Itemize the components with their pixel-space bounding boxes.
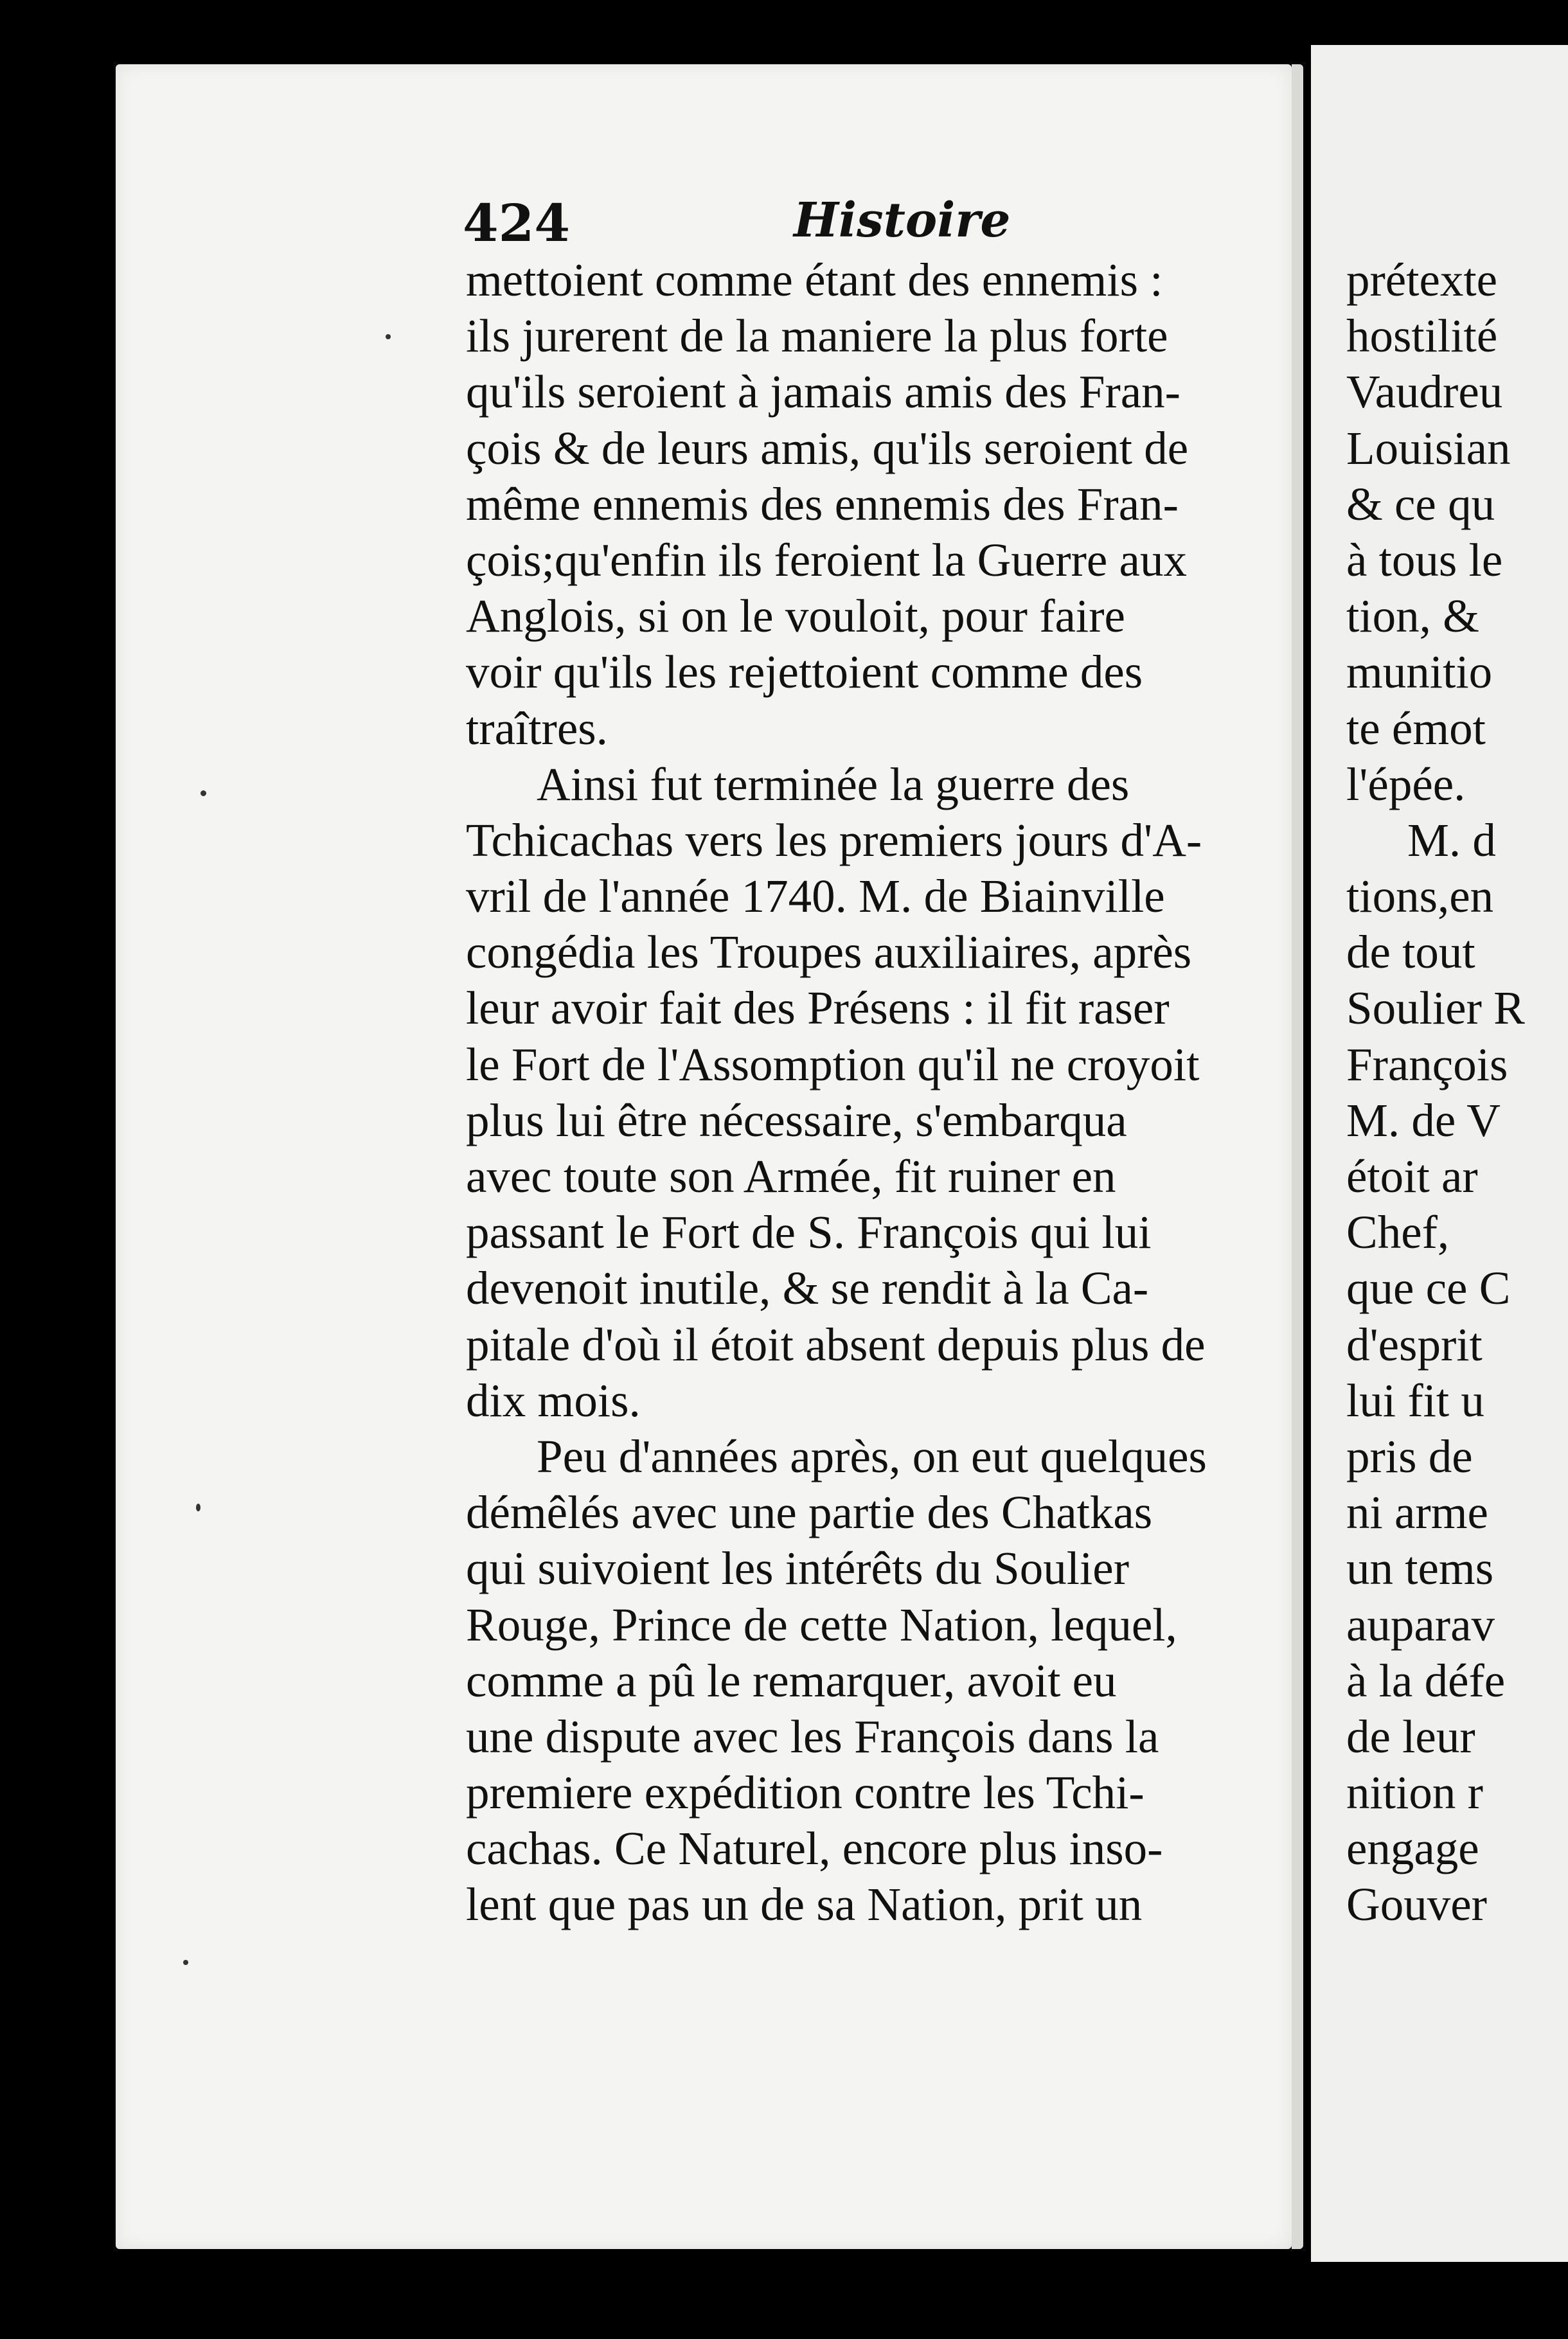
text-line: Anglois, si on le vouloit, pour faire — [466, 590, 1125, 643]
ink-speck — [386, 334, 391, 339]
running-title: Histoire — [794, 193, 1011, 248]
text-line: dix mois. — [466, 1374, 641, 1427]
facing-text-line: que ce C — [1346, 1262, 1511, 1315]
facing-text-line: munitio — [1346, 646, 1493, 698]
page-number: 424 — [463, 193, 570, 253]
text-line: voir qu'ils les rejettoient comme des — [466, 646, 1143, 698]
text-line: çois & de leurs amis, qu'ils seroient de — [466, 422, 1189, 474]
facing-text-line: M. d — [1407, 814, 1496, 866]
text-line: comme a pû le remarquer, avoit eu — [466, 1654, 1117, 1707]
facing-text-line: Chef, — [1346, 1206, 1450, 1259]
main-text-block — [466, 252, 1253, 1933]
facing-text-line: prétexte — [1346, 254, 1498, 306]
text-line: passant le Fort de S. François qui lui — [466, 1206, 1152, 1259]
facing-text-line: de tout — [1346, 926, 1475, 979]
facing-text-line: hostilité — [1346, 310, 1498, 362]
facing-text-line: nition r — [1346, 1766, 1483, 1819]
text-line: premiere expédition contre les Tchi- — [466, 1766, 1145, 1819]
text-line: Rouge, Prince de cette Nation, lequel, — [466, 1598, 1177, 1651]
ink-speck — [200, 790, 206, 796]
text-line: Tchicachas vers les premiers jours d'A- — [466, 814, 1202, 866]
facing-text-line: lui fit u — [1346, 1374, 1484, 1427]
facing-text-line: & ce qu — [1346, 477, 1495, 530]
text-line: démêlés avec une partie des Chatkas — [466, 1486, 1153, 1539]
facing-text-line: tion, & — [1346, 590, 1479, 643]
facing-text-line: étoit ar — [1346, 1150, 1478, 1202]
page-edge — [1292, 64, 1303, 2249]
ink-speck — [196, 1504, 200, 1511]
facing-text-line: d'esprit — [1346, 1318, 1483, 1371]
facing-text-line: ni arme — [1346, 1486, 1488, 1539]
text-line: une dispute avec les François dans la — [466, 1710, 1159, 1763]
text-line: plus lui être nécessaire, s'embarqua — [466, 1094, 1127, 1146]
facing-text-line: François — [1346, 1038, 1508, 1090]
text-line: Ainsi fut terminée la guerre des — [537, 758, 1130, 810]
facing-text-line: l'épée. — [1346, 758, 1466, 810]
text-line: lent que pas un de sa Nation, prit un — [466, 1878, 1143, 1931]
text-line: mettoient comme étant des ennemis : — [466, 254, 1163, 306]
text-line: cachas. Ce Naturel, encore plus inso- — [466, 1822, 1163, 1875]
text-line: le Fort de l'Assomption qu'il ne croyoit — [466, 1038, 1200, 1090]
text-line: pitale d'où il étoit absent depuis plus de — [466, 1318, 1206, 1371]
facing-text-line: Soulier R — [1346, 982, 1525, 1035]
facing-text-line: Vaudreu — [1346, 366, 1503, 418]
facing-text-line: de leur — [1346, 1710, 1475, 1763]
facing-text-line: Louisian — [1346, 422, 1511, 474]
facing-text-line: auparav — [1346, 1598, 1495, 1651]
text-line: qui suivoient les intérêts du Soulier — [466, 1542, 1130, 1595]
facing-text-line: pris de — [1346, 1430, 1473, 1482]
ink-speck — [183, 1960, 188, 1965]
text-line: çois;qu'enfin ils feroient la Guerre aux — [466, 533, 1187, 586]
text-line: même ennemis des ennemis des Fran- — [466, 477, 1179, 530]
facing-text-block — [1346, 252, 1539, 1933]
facing-text-line: à la défe — [1346, 1654, 1506, 1707]
text-line: traîtres. — [466, 702, 608, 754]
text-line: devenoit inutile, & se rendit à la Ca- — [466, 1262, 1149, 1315]
facing-text-line: te émot — [1346, 702, 1486, 754]
facing-text-line: tions,en — [1346, 870, 1494, 923]
text-line: qu'ils seroient à jamais amis des Fran- — [466, 366, 1180, 418]
text-line: vril de l'année 1740. M. de Biainville — [466, 870, 1165, 923]
text-line: avec toute son Armée, fit ruiner en — [466, 1150, 1116, 1202]
facing-text-line: à tous le — [1346, 533, 1503, 586]
facing-text-line: un tems — [1346, 1542, 1494, 1595]
text-line: congédia les Troupes auxiliaires, après — [466, 926, 1192, 979]
text-line: Peu d'années après, on eut quelques — [537, 1430, 1207, 1482]
text-line: leur avoir fait des Présens : il fit raser — [466, 982, 1170, 1035]
facing-text-line: engage — [1346, 1822, 1479, 1875]
facing-text-line: M. de V — [1346, 1094, 1501, 1146]
text-line: ils jurerent de la maniere la plus forte — [466, 310, 1168, 362]
facing-text-line: Gouver — [1346, 1878, 1487, 1931]
